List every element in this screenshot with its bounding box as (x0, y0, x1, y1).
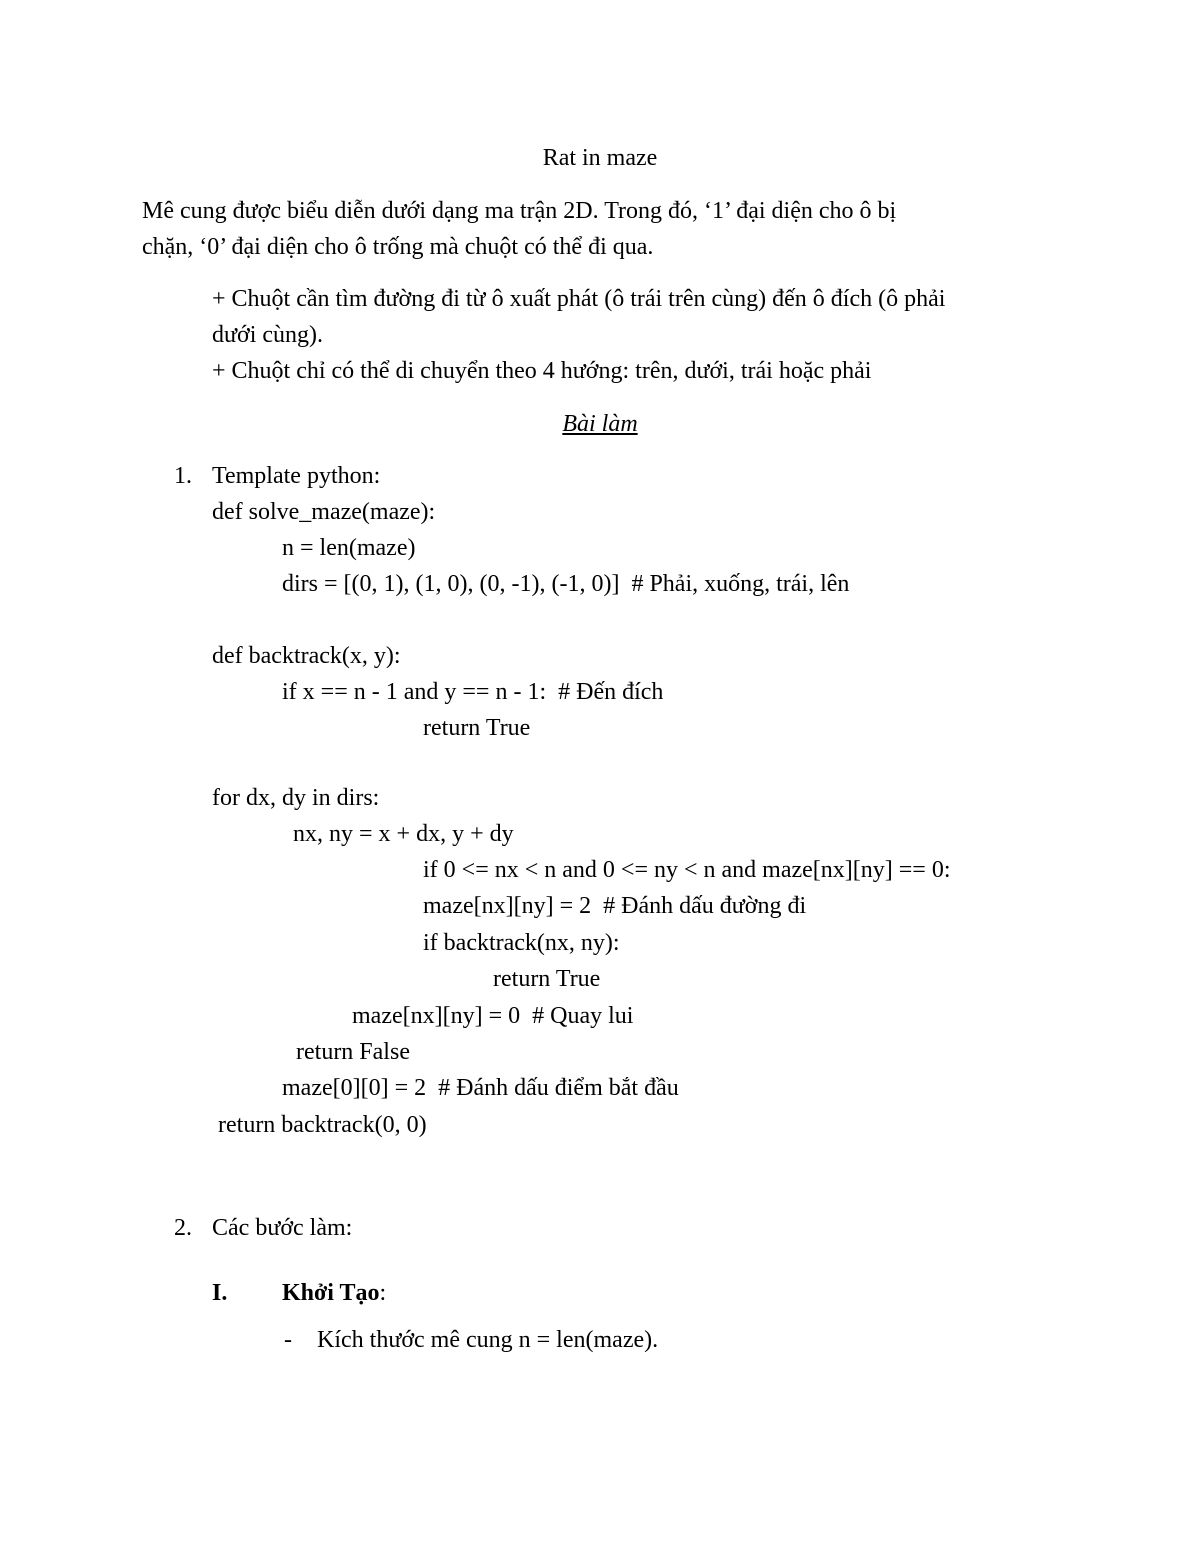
bullet-dash: - (284, 1327, 292, 1353)
code-line: maze[0][0] = 2 # Đánh dấu điểm bắt đầu (282, 1075, 679, 1101)
rule-line-2: dưới cùng). (212, 322, 324, 348)
rule-line-1: + Chuột cần tìm đường đi từ ô xuất phát (ô trái trên cùng) đến ô đích (ô phải (212, 286, 946, 312)
code-line: return True (493, 966, 601, 992)
list-number-1: 1. (174, 463, 192, 489)
code-line: if backtrack(nx, ny): (423, 930, 620, 956)
subsection-heading-colon: : (379, 1280, 387, 1306)
code-line: def solve_maze(maze): (212, 499, 436, 525)
list-number-2: 2. (174, 1215, 192, 1241)
code-line: nx, ny = x + dx, y + dy (293, 821, 514, 847)
code-line: return True (423, 715, 531, 741)
code-line: for dx, dy in dirs: (212, 785, 380, 811)
bullet-text: Kích thước mê cung n = len(maze). (317, 1327, 659, 1353)
code-line: maze[nx][ny] = 0 # Quay lui (352, 1003, 634, 1029)
intro-line-2: chặn, ‘0’ đại diện cho ô trống mà chuột có thể đi qua. (142, 234, 654, 260)
code-line: n = len(maze) (282, 535, 416, 561)
item2-label: Các bước làm: (212, 1215, 353, 1241)
code-line: if x == n - 1 and y == n - 1: # Đến đích (282, 679, 664, 705)
code-line: def backtrack(x, y): (212, 643, 401, 669)
code-line: if 0 <= nx < n and 0 <= ny < n and maze[nx][ny] == 0: (423, 857, 951, 883)
intro-line-1: Mê cung được biểu diễn dưới dạng ma trận 2D. Trong đó, ‘1’ đại diện cho ô bị (142, 198, 897, 224)
section-heading: Bài làm (562, 411, 638, 437)
code-line: return backtrack(0, 0) (218, 1112, 427, 1138)
code-line: dirs = [(0, 1), (1, 0), (0, -1), (-1, 0)] # Phải, xuống, trái, lên (282, 571, 850, 597)
document-title: Rat in maze (542, 145, 658, 171)
roman-numeral-1: I. (212, 1280, 228, 1306)
code-line: maze[nx][ny] = 2 # Đánh dấu đường đi (423, 893, 807, 919)
rule-line-3: + Chuột chỉ có thể di chuyển theo 4 hướng: trên, dưới, trái hoặc phải (212, 358, 872, 384)
subsection-heading-text: Khởi Tạo (282, 1280, 380, 1306)
subsection-heading (282, 1278, 386, 1308)
item1-label: Template python: (212, 463, 381, 489)
code-line: return False (296, 1039, 410, 1065)
